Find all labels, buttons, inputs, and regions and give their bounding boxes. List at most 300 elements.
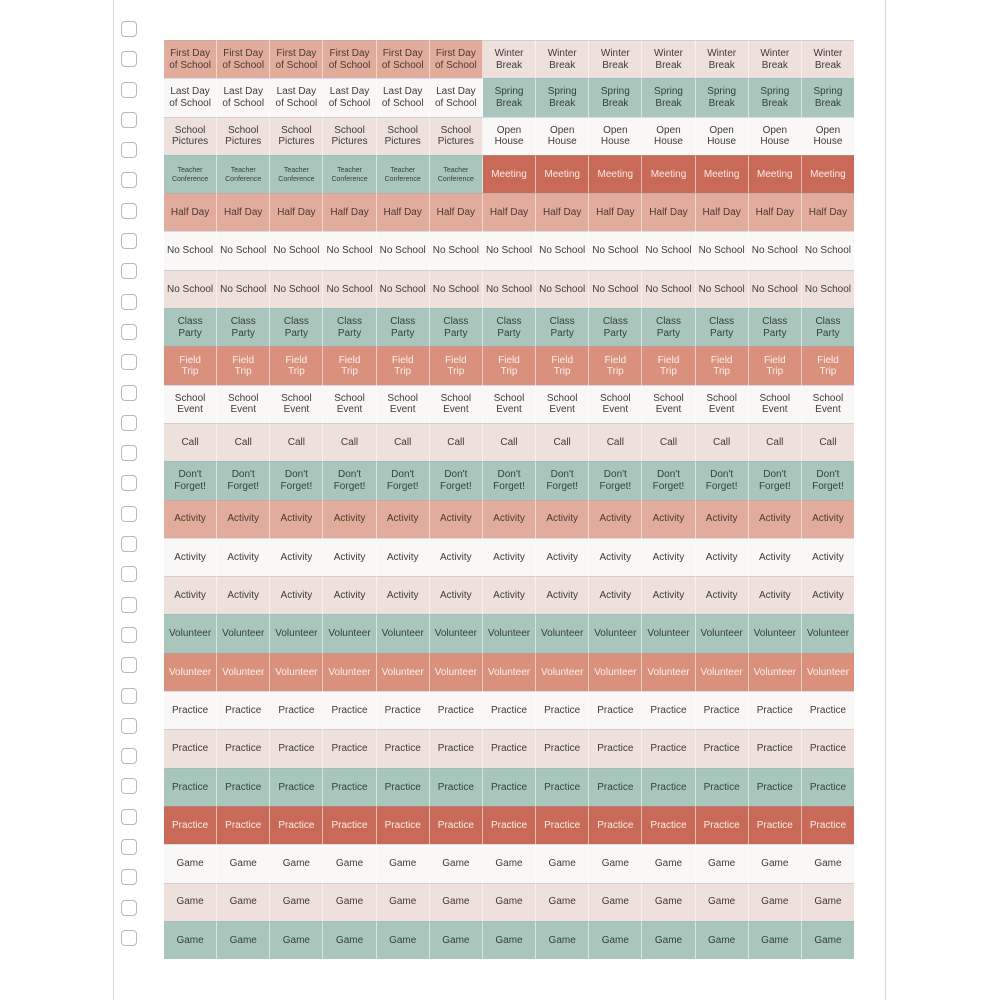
sticker[interactable]: Don't Forget!	[270, 461, 323, 499]
sticker[interactable]: Activity	[749, 538, 802, 576]
sticker[interactable]: First Day of School	[270, 40, 323, 78]
sticker[interactable]: Field Trip	[483, 346, 536, 384]
sticker[interactable]: Practice	[164, 729, 217, 767]
sticker[interactable]: Game	[749, 921, 802, 959]
sticker[interactable]: Activity	[589, 538, 642, 576]
sticker[interactable]: Field Trip	[749, 346, 802, 384]
sticker[interactable]: Class Party	[642, 308, 695, 346]
sticker[interactable]: Field Trip	[589, 346, 642, 384]
sticker[interactable]: Game	[164, 883, 217, 921]
sticker[interactable]: Call	[270, 423, 323, 461]
sticker[interactable]: Activity	[802, 500, 854, 538]
sticker[interactable]: Practice	[323, 806, 376, 844]
sticker[interactable]: Practice	[430, 768, 483, 806]
sticker[interactable]: Half Day	[217, 193, 270, 231]
sticker[interactable]: Volunteer	[589, 614, 642, 652]
sticker[interactable]: Meeting	[749, 155, 802, 193]
sticker[interactable]: Class Party	[217, 308, 270, 346]
sticker[interactable]: Class Party	[483, 308, 536, 346]
sticker[interactable]: Volunteer	[164, 614, 217, 652]
sticker[interactable]: Practice	[430, 806, 483, 844]
sticker[interactable]: Winter Break	[536, 40, 589, 78]
sticker[interactable]: No School	[696, 270, 749, 308]
sticker[interactable]: No School	[377, 231, 430, 269]
sticker[interactable]: Activity	[749, 500, 802, 538]
sticker[interactable]: Game	[270, 883, 323, 921]
sticker[interactable]: Game	[164, 844, 217, 882]
sticker[interactable]: No School	[377, 270, 430, 308]
sticker[interactable]: School Event	[217, 385, 270, 423]
sticker[interactable]: Last Day of School	[270, 78, 323, 116]
sticker[interactable]: Call	[802, 423, 854, 461]
sticker[interactable]: Half Day	[164, 193, 217, 231]
sticker[interactable]: No School	[589, 231, 642, 269]
sticker[interactable]: Class Party	[377, 308, 430, 346]
sticker[interactable]: Practice	[483, 806, 536, 844]
sticker[interactable]: Practice	[377, 729, 430, 767]
sticker[interactable]: Activity	[270, 538, 323, 576]
sticker[interactable]: Practice	[696, 729, 749, 767]
sticker[interactable]: Activity	[749, 576, 802, 614]
sticker[interactable]: Call	[536, 423, 589, 461]
sticker[interactable]: Call	[483, 423, 536, 461]
sticker[interactable]: No School	[483, 270, 536, 308]
sticker[interactable]: Volunteer	[430, 653, 483, 691]
sticker[interactable]: Class Party	[270, 308, 323, 346]
sticker[interactable]: Field Trip	[270, 346, 323, 384]
sticker[interactable]: Game	[270, 921, 323, 959]
sticker[interactable]: Activity	[696, 500, 749, 538]
sticker[interactable]: Class Party	[749, 308, 802, 346]
sticker[interactable]: Activity	[430, 500, 483, 538]
sticker[interactable]: Open House	[536, 117, 589, 155]
sticker[interactable]: Winter Break	[749, 40, 802, 78]
sticker[interactable]: Call	[749, 423, 802, 461]
sticker[interactable]: Field Trip	[323, 346, 376, 384]
sticker[interactable]: Winter Break	[802, 40, 854, 78]
sticker[interactable]: Call	[642, 423, 695, 461]
sticker[interactable]: Game	[323, 883, 376, 921]
sticker[interactable]: School Event	[589, 385, 642, 423]
sticker[interactable]: No School	[270, 270, 323, 308]
sticker[interactable]: Game	[589, 921, 642, 959]
sticker[interactable]: Activity	[642, 576, 695, 614]
sticker[interactable]: Class Party	[589, 308, 642, 346]
sticker[interactable]: Practice	[164, 691, 217, 729]
sticker[interactable]: Activity	[696, 576, 749, 614]
sticker[interactable]: Winter Break	[589, 40, 642, 78]
sticker[interactable]: Don't Forget!	[377, 461, 430, 499]
sticker[interactable]: Activity	[217, 576, 270, 614]
sticker[interactable]: Volunteer	[696, 614, 749, 652]
sticker[interactable]: Teacher Conference	[377, 155, 430, 193]
sticker[interactable]: Game	[642, 883, 695, 921]
sticker[interactable]: No School	[323, 231, 376, 269]
sticker[interactable]: Game	[802, 921, 854, 959]
sticker[interactable]: Activity	[164, 538, 217, 576]
sticker[interactable]: Practice	[802, 768, 854, 806]
sticker[interactable]: Practice	[589, 806, 642, 844]
sticker[interactable]: Activity	[164, 576, 217, 614]
sticker[interactable]: Half Day	[749, 193, 802, 231]
sticker[interactable]: Volunteer	[642, 614, 695, 652]
sticker[interactable]: Volunteer	[749, 653, 802, 691]
sticker[interactable]: Volunteer	[377, 653, 430, 691]
sticker[interactable]: Volunteer	[483, 653, 536, 691]
sticker[interactable]: No School	[323, 270, 376, 308]
sticker[interactable]: Activity	[377, 500, 430, 538]
sticker[interactable]: Practice	[589, 691, 642, 729]
sticker[interactable]: No School	[164, 270, 217, 308]
sticker[interactable]: Practice	[642, 806, 695, 844]
sticker[interactable]: Last Day of School	[323, 78, 376, 116]
sticker[interactable]: Volunteer	[217, 653, 270, 691]
sticker[interactable]: Practice	[483, 729, 536, 767]
sticker[interactable]: Open House	[749, 117, 802, 155]
sticker[interactable]: Practice	[217, 768, 270, 806]
sticker[interactable]: Volunteer	[536, 614, 589, 652]
sticker[interactable]: Game	[377, 844, 430, 882]
sticker[interactable]: Game	[696, 844, 749, 882]
sticker[interactable]: Volunteer	[217, 614, 270, 652]
sticker[interactable]: Open House	[696, 117, 749, 155]
sticker[interactable]: Practice	[164, 806, 217, 844]
sticker[interactable]: Practice	[217, 729, 270, 767]
sticker[interactable]: Don't Forget!	[164, 461, 217, 499]
sticker[interactable]: Practice	[802, 806, 854, 844]
sticker[interactable]: Activity	[430, 538, 483, 576]
sticker[interactable]: Practice	[323, 768, 376, 806]
sticker[interactable]: Teacher Conference	[217, 155, 270, 193]
sticker[interactable]: Practice	[377, 806, 430, 844]
sticker[interactable]: Spring Break	[536, 78, 589, 116]
sticker[interactable]: Game	[430, 883, 483, 921]
sticker[interactable]: Open House	[589, 117, 642, 155]
sticker[interactable]: Practice	[802, 729, 854, 767]
sticker[interactable]: Class Party	[164, 308, 217, 346]
sticker[interactable]: Game	[430, 844, 483, 882]
sticker[interactable]: Game	[217, 844, 270, 882]
sticker[interactable]: Activity	[270, 500, 323, 538]
sticker[interactable]: Practice	[749, 806, 802, 844]
sticker[interactable]: Game	[323, 844, 376, 882]
sticker[interactable]: Activity	[589, 500, 642, 538]
sticker[interactable]: No School	[430, 270, 483, 308]
sticker[interactable]: Field Trip	[642, 346, 695, 384]
sticker[interactable]: Game	[696, 883, 749, 921]
sticker[interactable]: Don't Forget!	[430, 461, 483, 499]
sticker[interactable]: Game	[217, 883, 270, 921]
sticker[interactable]: Activity	[217, 538, 270, 576]
sticker[interactable]: Activity	[589, 576, 642, 614]
sticker[interactable]: Practice	[696, 768, 749, 806]
sticker[interactable]: Activity	[483, 576, 536, 614]
sticker[interactable]: Volunteer	[802, 614, 854, 652]
sticker[interactable]: No School	[802, 270, 854, 308]
sticker[interactable]: Spring Break	[589, 78, 642, 116]
sticker[interactable]: Volunteer	[323, 614, 376, 652]
sticker[interactable]: School Event	[696, 385, 749, 423]
sticker[interactable]: Don't Forget!	[589, 461, 642, 499]
sticker[interactable]: Teacher Conference	[430, 155, 483, 193]
sticker[interactable]: No School	[589, 270, 642, 308]
sticker[interactable]: No School	[217, 270, 270, 308]
sticker[interactable]: Field Trip	[377, 346, 430, 384]
sticker[interactable]: Half Day	[323, 193, 376, 231]
sticker[interactable]: Activity	[323, 500, 376, 538]
sticker[interactable]: First Day of School	[217, 40, 270, 78]
sticker[interactable]: School Event	[323, 385, 376, 423]
sticker[interactable]: Practice	[483, 691, 536, 729]
sticker[interactable]: Last Day of School	[164, 78, 217, 116]
sticker[interactable]: Field Trip	[696, 346, 749, 384]
sticker[interactable]: Volunteer	[802, 653, 854, 691]
sticker[interactable]: Last Day of School	[430, 78, 483, 116]
sticker[interactable]: Open House	[802, 117, 854, 155]
sticker[interactable]: Volunteer	[164, 653, 217, 691]
sticker[interactable]: Game	[696, 921, 749, 959]
sticker[interactable]: Spring Break	[642, 78, 695, 116]
sticker[interactable]: Practice	[377, 768, 430, 806]
sticker[interactable]: Don't Forget!	[696, 461, 749, 499]
sticker[interactable]: Activity	[802, 576, 854, 614]
sticker[interactable]: Practice	[696, 806, 749, 844]
sticker[interactable]: Field Trip	[164, 346, 217, 384]
sticker[interactable]: School Event	[270, 385, 323, 423]
sticker[interactable]: Game	[483, 883, 536, 921]
sticker[interactable]: Volunteer	[749, 614, 802, 652]
sticker[interactable]: Practice	[270, 729, 323, 767]
sticker[interactable]: Half Day	[536, 193, 589, 231]
sticker[interactable]: No School	[164, 231, 217, 269]
sticker[interactable]: Practice	[430, 691, 483, 729]
sticker[interactable]: Open House	[483, 117, 536, 155]
sticker[interactable]: School Event	[483, 385, 536, 423]
sticker[interactable]: Game	[430, 921, 483, 959]
sticker[interactable]: Activity	[377, 538, 430, 576]
sticker[interactable]: Spring Break	[749, 78, 802, 116]
sticker[interactable]: School Event	[802, 385, 854, 423]
sticker[interactable]: Game	[483, 921, 536, 959]
sticker[interactable]: School Event	[377, 385, 430, 423]
sticker[interactable]: Activity	[536, 576, 589, 614]
sticker[interactable]: Practice	[323, 729, 376, 767]
sticker[interactable]: Field Trip	[430, 346, 483, 384]
sticker[interactable]: Activity	[217, 500, 270, 538]
sticker[interactable]: Volunteer	[642, 653, 695, 691]
sticker[interactable]: Activity	[536, 538, 589, 576]
sticker[interactable]: Half Day	[642, 193, 695, 231]
sticker[interactable]: Game	[377, 921, 430, 959]
sticker[interactable]: Don't Forget!	[802, 461, 854, 499]
sticker[interactable]: Game	[217, 921, 270, 959]
sticker[interactable]: Game	[749, 844, 802, 882]
sticker[interactable]: Activity	[483, 500, 536, 538]
sticker[interactable]: Practice	[164, 768, 217, 806]
sticker[interactable]: Volunteer	[430, 614, 483, 652]
sticker[interactable]: Practice	[270, 768, 323, 806]
sticker[interactable]: Practice	[802, 691, 854, 729]
sticker[interactable]: Class Party	[696, 308, 749, 346]
sticker[interactable]: Practice	[696, 691, 749, 729]
sticker[interactable]: Don't Forget!	[217, 461, 270, 499]
sticker[interactable]: Activity	[377, 576, 430, 614]
sticker[interactable]: Activity	[642, 500, 695, 538]
sticker[interactable]: No School	[802, 231, 854, 269]
sticker[interactable]: Meeting	[483, 155, 536, 193]
sticker[interactable]: Teacher Conference	[323, 155, 376, 193]
sticker[interactable]: Last Day of School	[217, 78, 270, 116]
sticker[interactable]: School Pictures	[164, 117, 217, 155]
sticker[interactable]: Practice	[430, 729, 483, 767]
sticker[interactable]: No School	[536, 270, 589, 308]
sticker[interactable]: Class Party	[430, 308, 483, 346]
sticker[interactable]: Practice	[749, 691, 802, 729]
sticker[interactable]: Game	[802, 883, 854, 921]
sticker[interactable]: Volunteer	[270, 653, 323, 691]
sticker[interactable]: School Pictures	[377, 117, 430, 155]
sticker[interactable]: Practice	[270, 806, 323, 844]
sticker[interactable]: Field Trip	[217, 346, 270, 384]
sticker[interactable]: Activity	[323, 576, 376, 614]
sticker[interactable]: Call	[430, 423, 483, 461]
sticker[interactable]: Practice	[589, 729, 642, 767]
sticker[interactable]: Call	[696, 423, 749, 461]
sticker[interactable]: Meeting	[802, 155, 854, 193]
sticker[interactable]: Activity	[164, 500, 217, 538]
sticker[interactable]: Practice	[323, 691, 376, 729]
sticker[interactable]: Activity	[483, 538, 536, 576]
sticker[interactable]: Spring Break	[696, 78, 749, 116]
sticker[interactable]: Game	[377, 883, 430, 921]
sticker[interactable]: Meeting	[696, 155, 749, 193]
sticker[interactable]: Game	[536, 921, 589, 959]
sticker[interactable]: Field Trip	[536, 346, 589, 384]
sticker[interactable]: Call	[164, 423, 217, 461]
sticker[interactable]: Don't Forget!	[642, 461, 695, 499]
sticker[interactable]: Half Day	[696, 193, 749, 231]
sticker[interactable]: Activity	[323, 538, 376, 576]
sticker[interactable]: No School	[749, 231, 802, 269]
sticker[interactable]: Teacher Conference	[164, 155, 217, 193]
sticker[interactable]: Volunteer	[270, 614, 323, 652]
sticker[interactable]: Game	[749, 883, 802, 921]
sticker[interactable]: Call	[323, 423, 376, 461]
sticker[interactable]: Game	[589, 844, 642, 882]
sticker[interactable]: Field Trip	[802, 346, 854, 384]
sticker[interactable]: Call	[217, 423, 270, 461]
sticker[interactable]: First Day of School	[323, 40, 376, 78]
sticker[interactable]: Teacher Conference	[270, 155, 323, 193]
sticker[interactable]: School Pictures	[217, 117, 270, 155]
sticker[interactable]: No School	[430, 231, 483, 269]
sticker[interactable]: Spring Break	[802, 78, 854, 116]
sticker[interactable]: Practice	[642, 768, 695, 806]
sticker[interactable]: Volunteer	[377, 614, 430, 652]
sticker[interactable]: Don't Forget!	[483, 461, 536, 499]
sticker[interactable]: Practice	[217, 806, 270, 844]
sticker[interactable]: First Day of School	[377, 40, 430, 78]
sticker[interactable]: Volunteer	[589, 653, 642, 691]
sticker[interactable]: No School	[483, 231, 536, 269]
sticker[interactable]: Class Party	[323, 308, 376, 346]
sticker[interactable]: Practice	[536, 768, 589, 806]
sticker[interactable]: School Pictures	[430, 117, 483, 155]
sticker[interactable]: Game	[164, 921, 217, 959]
sticker[interactable]: Practice	[377, 691, 430, 729]
sticker[interactable]: Half Day	[430, 193, 483, 231]
sticker[interactable]: School Event	[536, 385, 589, 423]
sticker[interactable]: Meeting	[536, 155, 589, 193]
sticker[interactable]: Practice	[536, 729, 589, 767]
sticker[interactable]: Activity	[642, 538, 695, 576]
sticker[interactable]: Don't Forget!	[749, 461, 802, 499]
sticker[interactable]: Game	[802, 844, 854, 882]
sticker[interactable]: Volunteer	[536, 653, 589, 691]
sticker[interactable]: School Event	[642, 385, 695, 423]
sticker[interactable]: Class Party	[802, 308, 854, 346]
sticker[interactable]: Half Day	[802, 193, 854, 231]
sticker[interactable]: Game	[323, 921, 376, 959]
sticker[interactable]: Half Day	[270, 193, 323, 231]
sticker[interactable]: No School	[642, 231, 695, 269]
sticker[interactable]: Open House	[642, 117, 695, 155]
sticker[interactable]: Call	[589, 423, 642, 461]
sticker[interactable]: Winter Break	[483, 40, 536, 78]
sticker[interactable]: Call	[377, 423, 430, 461]
sticker[interactable]: Half Day	[589, 193, 642, 231]
sticker[interactable]: Practice	[642, 691, 695, 729]
sticker[interactable]: No School	[696, 231, 749, 269]
sticker[interactable]: Game	[589, 883, 642, 921]
sticker[interactable]: Last Day of School	[377, 78, 430, 116]
sticker[interactable]: Class Party	[536, 308, 589, 346]
sticker[interactable]: School Pictures	[270, 117, 323, 155]
sticker[interactable]: Activity	[802, 538, 854, 576]
sticker[interactable]: Practice	[483, 768, 536, 806]
sticker[interactable]: Winter Break	[642, 40, 695, 78]
sticker[interactable]: Practice	[536, 806, 589, 844]
sticker[interactable]: Game	[483, 844, 536, 882]
sticker[interactable]: Game	[536, 883, 589, 921]
sticker[interactable]: Practice	[270, 691, 323, 729]
sticker[interactable]: Activity	[696, 538, 749, 576]
sticker[interactable]: Half Day	[483, 193, 536, 231]
sticker[interactable]: Don't Forget!	[536, 461, 589, 499]
sticker[interactable]: Game	[642, 921, 695, 959]
sticker[interactable]: Half Day	[377, 193, 430, 231]
sticker[interactable]: Game	[270, 844, 323, 882]
sticker[interactable]: Don't Forget!	[323, 461, 376, 499]
sticker[interactable]: School Event	[164, 385, 217, 423]
sticker[interactable]: Volunteer	[483, 614, 536, 652]
sticker[interactable]: School Event	[749, 385, 802, 423]
sticker[interactable]: First Day of School	[430, 40, 483, 78]
sticker[interactable]: Practice	[536, 691, 589, 729]
sticker[interactable]: Activity	[430, 576, 483, 614]
sticker[interactable]: Meeting	[642, 155, 695, 193]
sticker[interactable]: Meeting	[589, 155, 642, 193]
sticker[interactable]: Practice	[749, 729, 802, 767]
sticker[interactable]: Activity	[536, 500, 589, 538]
sticker[interactable]: First Day of School	[164, 40, 217, 78]
sticker[interactable]: Activity	[270, 576, 323, 614]
sticker[interactable]: Volunteer	[696, 653, 749, 691]
sticker[interactable]: Practice	[217, 691, 270, 729]
sticker[interactable]: School Pictures	[323, 117, 376, 155]
sticker[interactable]: No School	[217, 231, 270, 269]
sticker[interactable]: No School	[749, 270, 802, 308]
